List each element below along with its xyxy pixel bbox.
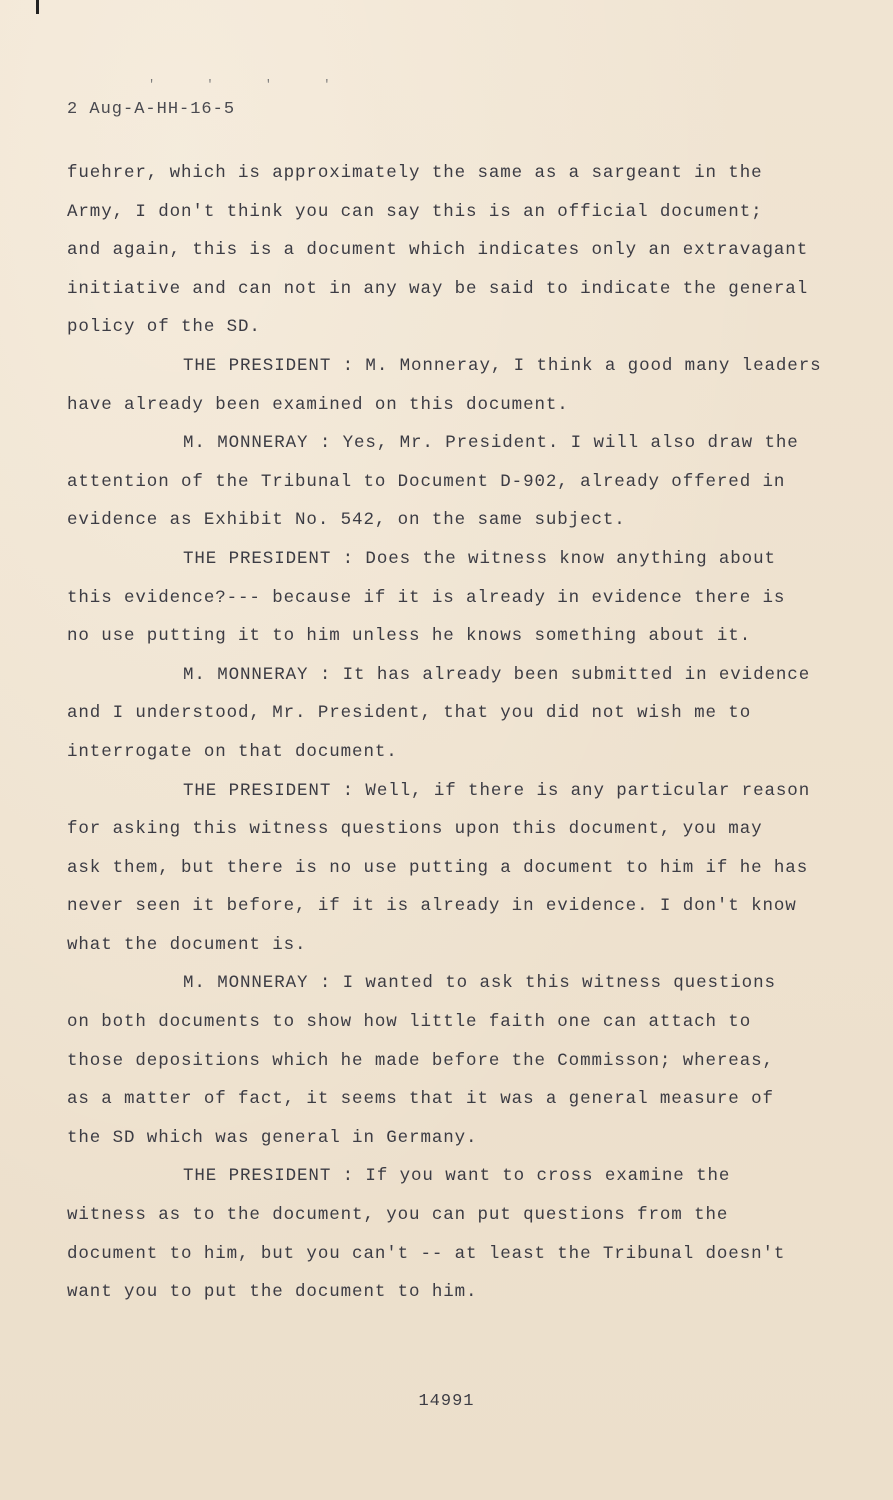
- page-reference: 2 Aug-A-HH-16-5: [67, 100, 236, 119]
- text-line: have already been examined on this document.: [67, 394, 569, 415]
- speaker-line: THE PRESIDENT : Well, if there is any particular reason: [183, 780, 811, 801]
- speaker-line: M. MONNERAY : It has already been submitted in evidence: [183, 664, 811, 685]
- text-line: those depositions which he made before the Commisson; whereas,: [67, 1050, 774, 1071]
- text-line: this evidence?--- because if it is already in evidence there is: [67, 587, 786, 608]
- text-line: evidence as Exhibit No. 542, on the same subject.: [67, 510, 626, 531]
- text-line: document to him, but you can't -- at least the Tribunal doesn't: [67, 1243, 786, 1264]
- text-line: policy of the SD.: [67, 317, 261, 338]
- text-line: fuehrer, which is approximately the same as a sargeant in the: [67, 163, 763, 183]
- text-line: ask them, but there is no use putting a document to him if he has: [67, 857, 809, 878]
- speaker-line: THE PRESIDENT : If you want to cross examine the: [183, 1166, 731, 1187]
- text-line: never seen it before, if it is already in evidence. I don't know: [67, 896, 797, 917]
- speaker-line: THE PRESIDENT : M. Monneray, I think a good many leaders: [183, 355, 822, 376]
- text-line: want you to put the document to him.: [67, 1282, 478, 1303]
- text-line: the SD which was general in Germany.: [67, 1127, 478, 1148]
- margin-mark: [36, 0, 39, 14]
- text-line: witness as to the document, you can put questions from the: [67, 1205, 729, 1226]
- speaker-line: THE PRESIDENT : Does the witness know anything about: [183, 548, 776, 569]
- speaker-line: M. MONNERAY : I wanted to ask this witness questions: [183, 973, 776, 994]
- page-number: 14991: [418, 1392, 475, 1411]
- speaker-line: M. MONNERAY : Yes, Mr. President. I will also draw the: [183, 433, 799, 454]
- text-line: what the document is.: [67, 934, 307, 955]
- text-line: attention of the Tribunal to Document D-902, already offered in: [67, 471, 786, 492]
- text-line: Army, I don't think you can say this is an official document;: [67, 201, 763, 222]
- text-line: and I understood, Mr. President, that you did not wish me to: [67, 703, 752, 724]
- reference-ticks: ' ' ' ': [148, 78, 353, 92]
- text-line: initiative and can not in any way be said to indicate the general: [67, 278, 809, 299]
- text-line: and again, this is a document which indicates only an extravagant: [67, 240, 809, 261]
- text-line: on both documents to show how little faith one can attach to: [67, 1012, 752, 1033]
- text-line: as a matter of fact, it seems that it was a general measure of: [67, 1089, 774, 1110]
- text-line: no use putting it to him unless he knows something about it.: [67, 626, 752, 647]
- text-line: for asking this witness questions upon this document, you may: [67, 819, 763, 840]
- text-line: interrogate on that document.: [67, 741, 398, 762]
- transcript-body: [67, 154, 847, 1312]
